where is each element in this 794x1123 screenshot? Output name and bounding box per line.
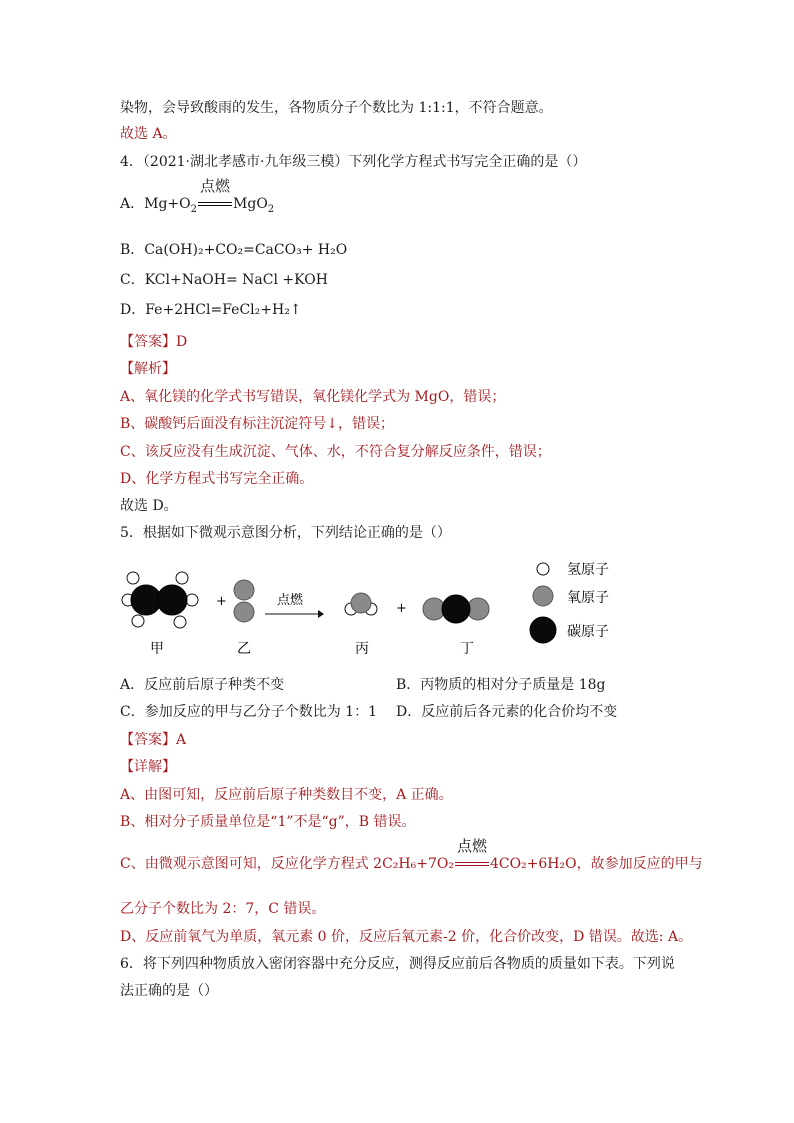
q4-option-c: C．KCl+NaOH= NaCl +KOH bbox=[120, 272, 328, 288]
q4-analysis-label: 【解析】 bbox=[120, 361, 176, 377]
q4-option-a-condition-text: 点燃 bbox=[200, 177, 231, 195]
label-yi: 乙 bbox=[237, 641, 251, 657]
q4-analysis-b: B、碳酸钙后面没有标注沉淀符号↓，错误； bbox=[120, 416, 395, 432]
carbon-atom bbox=[157, 585, 187, 615]
q5-options-row-2 bbox=[120, 702, 680, 722]
legend-carbon-label: 碳原子 bbox=[567, 624, 609, 640]
q4-answer-label: 【答案】 bbox=[120, 334, 176, 350]
molecule-jia bbox=[122, 572, 198, 628]
double-line bbox=[455, 862, 489, 866]
reaction-arrow bbox=[265, 610, 324, 618]
q4-option-a-right: MgO bbox=[233, 196, 268, 212]
q3-text-line: 染物，会导致酸雨的发生，各物质分子个数比为 1:1:1，不符合题意。 bbox=[120, 100, 553, 116]
molecule-bing bbox=[345, 593, 377, 615]
oxygen-atom bbox=[234, 602, 254, 622]
label-jia: 甲 bbox=[150, 641, 164, 657]
q4-option-a bbox=[120, 177, 275, 220]
q4-option-a-left: Mg+O bbox=[144, 196, 191, 212]
q5-detail-d: D、反应前氧气为单质，氧元素 0 价，反应后氧元素-2 价，化合价改变，D 错误。故选: A。 bbox=[120, 929, 693, 945]
q5-detail-b: B、相对分子质量单位是“1”不是“g”，B 错误。 bbox=[120, 814, 416, 830]
q5-option-c: C．参加反应的甲与乙分子个数比为 1：1 bbox=[120, 704, 377, 720]
legend-hydrogen-label: 氢原子 bbox=[567, 562, 609, 578]
q4-analysis-c: C、该反应没有生成沉淀、气体、水，不符合复分解反应条件，错误； bbox=[120, 444, 551, 460]
q5-stem: 5．根据如下微观示意图分析，下列结论正确的是（） bbox=[120, 525, 451, 541]
q4-answer-value: D bbox=[176, 334, 188, 350]
hydrogen-atom bbox=[176, 572, 188, 584]
legend-oxygen-label: 氧原子 bbox=[567, 590, 609, 606]
label-bing: 丙 bbox=[355, 641, 369, 657]
q5-answer-value: A bbox=[176, 732, 187, 748]
q5-micro-diagram bbox=[110, 548, 630, 663]
q4-option-a-right-sub: 2 bbox=[267, 203, 275, 215]
diagram-legend bbox=[530, 562, 609, 643]
oxygen-atom bbox=[351, 593, 371, 613]
legend-oxygen-icon bbox=[533, 586, 553, 606]
q5-detail-a: A、由图可知，反应前后原子种类数目不变，A 正确。 bbox=[120, 787, 453, 803]
q5-answer-label: 【答案】 bbox=[120, 732, 176, 748]
q5-option-b: B．丙物质的相对分子质量是 18g bbox=[396, 677, 606, 693]
q4-answer bbox=[120, 332, 187, 352]
q6-stem-line1: 6．将下列四种物质放入密闭容器中充分反应，测得反应前后各物质的质量如下表。下列说 bbox=[120, 956, 675, 972]
legend-hydrogen-icon bbox=[537, 563, 549, 575]
q4-option-a-left-sub: 2 bbox=[190, 203, 198, 215]
q4-conclusion: 故选 D。 bbox=[120, 498, 178, 514]
legend-carbon-icon bbox=[530, 617, 556, 643]
hydrogen-atom bbox=[127, 572, 139, 584]
q5-option-d: D．反应前后各元素的化合价均不变 bbox=[396, 704, 618, 720]
molecule-ding bbox=[423, 595, 489, 623]
q5-detail-c-pre: C、由微观示意图可知，反应化学方程式 2C₂H₆+7O₂ bbox=[120, 856, 454, 872]
q5-detail-c-condition-text: 点燃 bbox=[456, 837, 487, 855]
reaction-condition: 点燃 bbox=[277, 593, 304, 608]
q5-options-row-1 bbox=[120, 675, 680, 695]
q5-detail-c bbox=[120, 837, 703, 874]
q4-option-a-label: A． bbox=[120, 196, 145, 212]
carbon-atom bbox=[442, 595, 470, 623]
hydrogen-atom bbox=[132, 615, 144, 627]
q5-detail-c-post: 4CO₂+6H₂O，故参加反应的甲与 bbox=[489, 856, 703, 872]
q5-answer bbox=[120, 730, 186, 750]
hydrogen-atom bbox=[186, 594, 198, 606]
q5-detail-c-condition bbox=[454, 837, 490, 874]
q4-option-d: D．Fe+2HCl=FeCl₂+H₂↑ bbox=[120, 302, 302, 318]
q3-conclusion: 故选 A。 bbox=[120, 126, 177, 142]
hydrogen-atom bbox=[174, 616, 186, 628]
q6-stem-line2: 法正确的是（） bbox=[120, 983, 218, 999]
plus-sign: + bbox=[216, 594, 227, 609]
q4-option-b: B．Ca(OH)₂+CO₂=CaCO₃+ H₂O bbox=[120, 242, 348, 258]
q5-detail-label: 【详解】 bbox=[120, 759, 176, 775]
q5-detail-c-line2: 乙分子个数比为 2：7，C 错误。 bbox=[120, 901, 326, 917]
molecule-yi bbox=[234, 580, 254, 622]
q4-analysis-a: A、氧化镁的化学式书写错误，氧化镁化学式为 MgO，错误； bbox=[120, 389, 506, 405]
q4-option-a-condition bbox=[197, 177, 233, 214]
plus-sign: + bbox=[396, 601, 407, 616]
q4-stem: 4．（2021·湖北孝感市·九年级三模）下列化学方程式书写完全正确的是（） bbox=[120, 154, 587, 170]
q5-option-a: A．反应前后原子种类不变 bbox=[120, 677, 285, 693]
double-line bbox=[198, 202, 232, 206]
q4-analysis-d: D、化学方程式书写完全正确。 bbox=[120, 471, 314, 487]
label-ding: 丁 bbox=[460, 641, 474, 657]
oxygen-atom bbox=[234, 580, 254, 600]
